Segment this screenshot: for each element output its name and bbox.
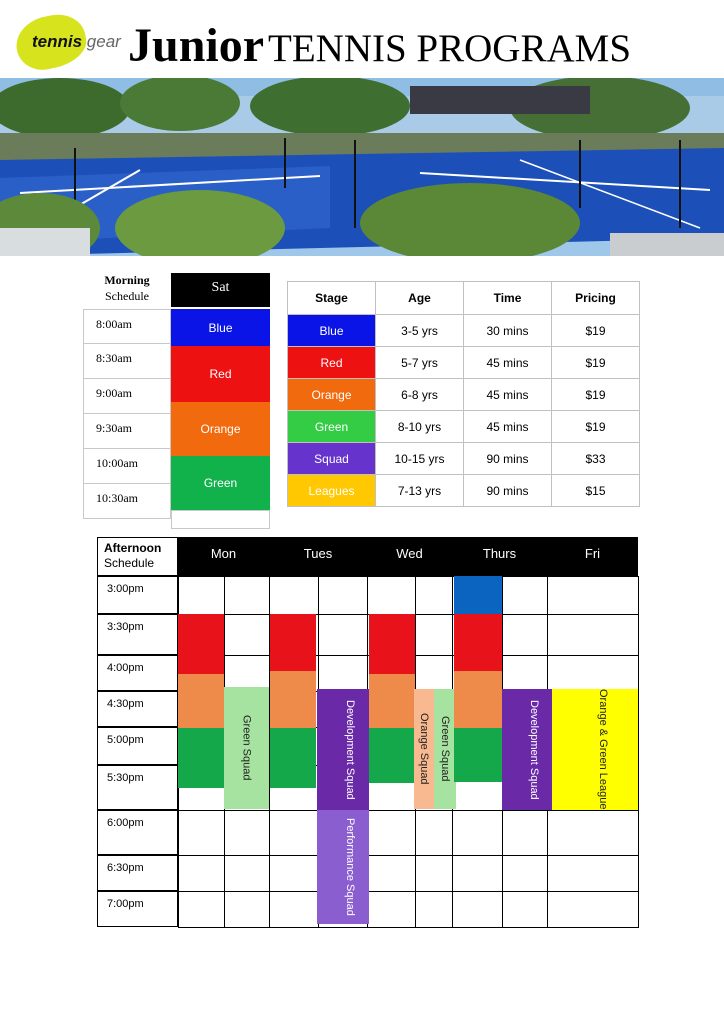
schedule-cell [224, 891, 270, 928]
wed-green-block [369, 728, 415, 783]
table-row [288, 475, 640, 507]
tues-red-block [270, 614, 316, 671]
schedule-cell [502, 855, 548, 892]
morning-empty-cell [171, 510, 270, 529]
schedule-cell [224, 855, 270, 892]
afternoon-time: 3:30pm [97, 614, 178, 655]
column-header-time: Time [464, 282, 552, 315]
green-squad-label: Green Squad [439, 716, 451, 782]
schedule-cell [452, 810, 503, 856]
schedule-cell [318, 576, 368, 615]
schedule-cell [547, 655, 639, 692]
schedule-cell [224, 576, 270, 615]
time-cell: 45 mins [464, 347, 552, 379]
schedule-cell [452, 891, 503, 928]
morning-block-red: Red [171, 346, 270, 402]
thurs-development-squad-block [502, 689, 552, 810]
tennis-gear-logo [10, 12, 120, 68]
schedule-cell [415, 614, 453, 656]
column-header-age: Age [376, 282, 464, 315]
schedule-cell [178, 576, 225, 615]
table-header-row [288, 282, 640, 315]
schedule-cell [547, 855, 639, 892]
stage-cell: Orange [288, 379, 376, 411]
afternoon-schedule-heading [97, 537, 178, 576]
stage-cell: Leagues [288, 475, 376, 507]
schedule-cell [502, 655, 548, 692]
table-row [288, 315, 640, 347]
schedule-cell [415, 655, 453, 692]
afternoon-time: 5:30pm [97, 765, 178, 810]
schedule-cell [547, 614, 639, 656]
column-header-pricing: Pricing [552, 282, 640, 315]
schedule-cell [367, 855, 416, 892]
morning-heading: Morning [104, 273, 150, 287]
schedule-cell [502, 576, 548, 615]
morning-time: 8:00am [83, 309, 171, 344]
afternoon-time: 7:00pm [97, 891, 178, 927]
time-cell: 45 mins [464, 379, 552, 411]
schedule-cell [318, 655, 368, 692]
price-cell: $19 [552, 379, 640, 411]
table-row [288, 443, 640, 475]
morning-time: 8:30am [83, 344, 171, 379]
tues-performance-squad-block [317, 810, 369, 924]
age-cell: 3-5 yrs [376, 315, 464, 347]
wed-orange-squad-block [414, 689, 434, 809]
afternoon-time: 3:00pm [97, 576, 178, 614]
schedule-cell [547, 576, 639, 615]
title-tennis-programs: TENNIS PROGRAMS [268, 27, 632, 70]
morning-subheading: Schedule [105, 289, 149, 303]
afternoon-schedule [97, 537, 638, 927]
age-cell: 8-10 yrs [376, 411, 464, 443]
day-header-thurs: Thurs [482, 546, 517, 561]
time-cell: 45 mins [464, 411, 552, 443]
development-squad-label: Development Squad [528, 699, 540, 800]
morning-block-green: Green [171, 456, 270, 510]
morning-time-column [83, 309, 171, 519]
schedule-cell [269, 810, 319, 856]
morning-schedule-heading [83, 271, 171, 310]
wed-red-block [369, 614, 415, 674]
schedule-cell [502, 614, 548, 656]
price-cell: $15 [552, 475, 640, 507]
schedule-cell [178, 855, 225, 892]
thurs-orange-block [454, 671, 502, 728]
mon-green-squad-block [224, 687, 269, 809]
schedule-cell [415, 576, 453, 615]
page-title [128, 18, 631, 73]
schedule-cell [367, 810, 416, 856]
schedule-cell [367, 576, 416, 615]
schedule-cell [178, 891, 225, 928]
afternoon-time: 6:30pm [97, 855, 178, 891]
performance-squad-label: Performance Squad [344, 818, 356, 916]
tues-development-squad-block [317, 689, 369, 810]
tues-green-block [270, 728, 316, 788]
time-cell: 90 mins [464, 475, 552, 507]
stage-pricing-table [287, 281, 640, 507]
title-junior: Junior [128, 19, 265, 72]
schedule-cell [178, 810, 225, 856]
stage-cell: Blue [288, 315, 376, 347]
morning-day-sat: Sat [171, 273, 270, 307]
morning-time: 10:30am [83, 484, 171, 519]
orange-squad-label: Orange Squad [418, 713, 430, 785]
schedule-cell [269, 576, 319, 615]
tennis-courts-photo [0, 78, 724, 256]
fri-orange-green-league-block [552, 689, 638, 810]
mon-red-block [178, 614, 224, 674]
price-cell: $19 [552, 347, 640, 379]
price-cell: $19 [552, 411, 640, 443]
price-cell: $19 [552, 315, 640, 347]
mon-orange-block [178, 674, 224, 728]
thurs-blue-block [454, 576, 502, 614]
morning-schedule [83, 271, 270, 529]
column-header-stage: Stage [288, 282, 376, 315]
day-header-wed: Wed [396, 546, 423, 561]
afternoon-heading: Afternoon [104, 541, 162, 555]
schedule-cell [367, 891, 416, 928]
logo-word-gear: gear [86, 32, 121, 51]
schedule-cell [452, 855, 503, 892]
age-cell: 6-8 yrs [376, 379, 464, 411]
schedule-cell [415, 891, 453, 928]
schedule-cell [269, 891, 319, 928]
schedule-cell [415, 855, 453, 892]
schedule-cell [502, 891, 548, 928]
thurs-red-block [454, 614, 502, 671]
schedule-cell [269, 855, 319, 892]
afternoon-time: 6:00pm [97, 810, 178, 855]
mon-green-block [178, 728, 224, 788]
afternoon-time: 4:30pm [97, 691, 178, 727]
day-header-fri: Fri [584, 546, 601, 561]
logo-word-tennis: tennis [32, 32, 83, 51]
stage-cell: Green [288, 411, 376, 443]
schedule-cell [547, 810, 639, 856]
day-header-mon: Mon [210, 546, 237, 561]
time-cell: 90 mins [464, 443, 552, 475]
schedule-cell [224, 810, 270, 856]
price-cell: $33 [552, 443, 640, 475]
morning-time: 9:30am [83, 414, 171, 449]
afternoon-time: 4:00pm [97, 655, 178, 691]
wed-orange-block [369, 674, 415, 728]
afternoon-time: 5:00pm [97, 727, 178, 765]
age-cell: 7-13 yrs [376, 475, 464, 507]
orange-green-league-label: Orange & Green League [597, 689, 609, 810]
wed-green-squad-block [434, 689, 456, 809]
thurs-green-block [454, 728, 502, 782]
schedule-cell [415, 810, 453, 856]
logo-text [32, 32, 121, 52]
schedule-cell [224, 614, 270, 656]
schedule-cell [318, 614, 368, 656]
day-header-tues: Tues [303, 546, 333, 561]
morning-block-blue: Blue [171, 309, 270, 346]
age-cell: 5-7 yrs [376, 347, 464, 379]
tues-orange-block [270, 671, 316, 728]
table-row [288, 411, 640, 443]
development-squad-label: Development Squad [344, 699, 356, 800]
morning-time: 10:00am [83, 449, 171, 484]
table-row [288, 379, 640, 411]
table-row [288, 347, 640, 379]
time-cell: 30 mins [464, 315, 552, 347]
schedule-cell [547, 891, 639, 928]
age-cell: 10-15 yrs [376, 443, 464, 475]
stage-cell: Red [288, 347, 376, 379]
stage-cell: Squad [288, 443, 376, 475]
morning-time: 9:00am [83, 379, 171, 414]
morning-block-orange: Orange [171, 402, 270, 456]
schedule-cell [502, 810, 548, 856]
afternoon-subheading: Schedule [104, 556, 155, 570]
green-squad-label: Green Squad [240, 715, 253, 781]
